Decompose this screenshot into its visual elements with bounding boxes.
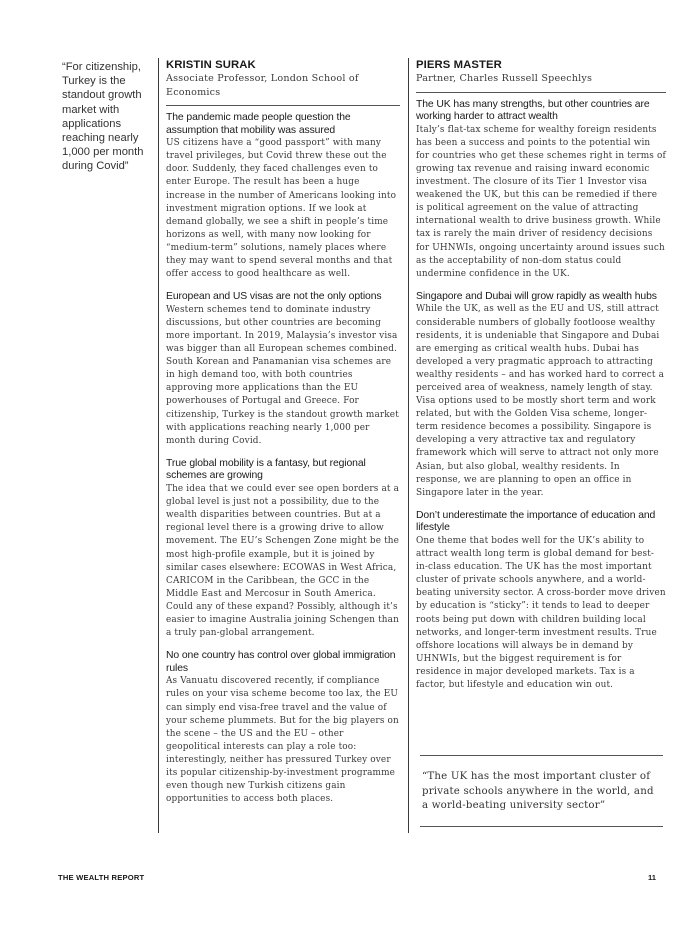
section-body: One theme that bodes well for the UK’s ability to attract wealth long term is global demand for best-in-class education. The UK has the most important cluster of private schools anywhere, and a world-beating university sector. A cross-border move driven by education is “sticky”: it tends to lead to deeper roots being put down with children building local networks, and longer-term investment results. True offshore locations will always be in demand by UHNWIs, but the biggest requirement is for residence in major developed markets. Tax is a factor, but lifestyle and education win out. <box>416 536 666 691</box>
section <box>166 112 400 281</box>
author-role: Associate Professor, London School of Economics <box>166 73 359 98</box>
section-heading: European and US visas are not the only options <box>166 291 382 303</box>
section-heading: Singapore and Dubai will grow rapidly as wealth hubs <box>416 290 657 302</box>
column-piers-master <box>416 58 666 702</box>
section-body: As Vanuatu discovered recently, if compliance rules on your visa scheme become too lax, the EU can simply end visa-free travel and the value of your scheme plummets. But for the big players on the scene – the US and the EU – other geopolitical interests can play a role too: interestingly, neither has pressured Turkey over its popular citizenship-by-investment programme even though new Turkish citizens gain opportunities to access both places. <box>166 676 399 805</box>
section <box>416 99 666 281</box>
author-name: PIERS MASTER <box>416 59 502 71</box>
section <box>166 291 400 448</box>
section-heading: Don’t underestimate the importance of education and lifestyle <box>416 509 656 534</box>
section-heading: The pandemic made people question the assumption that mobility was assured <box>166 112 351 136</box>
author-divider <box>416 92 666 93</box>
section <box>166 650 400 806</box>
column-kristin-surak <box>166 58 400 816</box>
section-body: While the UK, as well as the EU and US, still attract considerable numbers of globally footloose wealthy residents, it is undeniable that Singapore and Dubai are emerging as critical wealth hubs. Dubai has developed a very pragmatic approach to attracting wealthy residents – and has worked hard to correct a perceived area of weakness, namely length of stay. Visa options used to be mostly short term and work related, but with the Golden Visa scheme, longer-term residence becomes a possibility. Singapore is developing a very attractive tax and regulatory framework which will serve to attract not only more Asian, but also global, wealthy residents. In response, we are planning to open an office in Singapore later in the year. <box>416 304 665 498</box>
column-divider-left <box>158 58 159 833</box>
author-role: Partner, Charles Russell Speechlys <box>416 73 593 84</box>
section-heading: The UK has many strengths, but other countries are working harder to attract wealth <box>416 98 650 123</box>
publication-title: THE WEALTH REPORT <box>58 873 145 882</box>
section-body: Italy’s flat-tax scheme for wealthy foreign residents has been a success and points to the potential win for countries who get these schemes right in terms of growing tax revenue and raising inward economic investment. The closure of its Tier 1 Investor visa weakened the UK, but this can be remedied if there is political agreement on the value of attracting international wealth to drive business growth. While tax is rarely the main driver of residency decisions for UHNWIs, ongoing uncertainty around issues such as the acceptability of non-dom status could undermine confidence in the UK. <box>416 124 666 279</box>
section <box>166 458 400 640</box>
section-body: Western schemes tend to dominate industry discussions, but other countries are becoming more important. In 2019, Malaysia’s investor visa was bigger than all European schemes combined. South Korean and Panamanian visa schemes are in high demand too, with both countries approving more applications than the EU powerhouses of Portugal and Greece. For citizenship, Turkey is the standout growth market with applications reaching nearly 1,000 per month during Covid. <box>166 304 399 446</box>
section <box>416 291 666 500</box>
quote-rule-bottom <box>420 826 663 827</box>
pull-quote: “The UK has the most important cluster of private schools anywhere in the world, and a world-beating university sector” <box>422 771 654 811</box>
column-divider-right <box>408 58 409 833</box>
page-number: 11 <box>648 873 657 882</box>
section <box>416 510 666 692</box>
section-heading: No one country has control over global immigration rules <box>166 650 396 674</box>
section-body: The idea that we could ever see open borders at a global level is just not a possibility, due to the wealth disparities between countries. But at a regional level there is a growing drive to allow movement. The EU’s Schengen Zone might be the most high-profile example, but it is joined by similar cases elsewhere: ECOWAS in West Africa, CARICOM in the Caribbean, the GCC in the Middle East and Mercosur in South America. Could any of these expand? Possibly, although it’s easier to imagine Australia joining Schengen than a truly pan-global arrangement. <box>166 484 400 639</box>
author-divider <box>166 105 400 106</box>
section-body: US citizens have a “good passport” with many travel privileges, but Covid threw these out the door. Suddenly, they faced challenges even to enter Europe. The result has been a huge increase in the number of Americans looking into investment migration options. If we look at demand globally, we see a shift in people’s time horizons as well, with many now looking for “medium-term” solutions, namely places where they may want to spend several months and that offer access to good healthcare as well. <box>166 138 397 280</box>
author-name: KRISTIN SURAK <box>166 59 256 71</box>
pull-quote-box <box>420 755 663 827</box>
sidebar-pull-quote: “For citizenship, Turkey is the standout growth market with applications reaching nearly 1,000 per month during Covid” <box>62 61 144 173</box>
section-heading: True global mobility is a fantasy, but regional schemes are growing <box>166 457 366 482</box>
